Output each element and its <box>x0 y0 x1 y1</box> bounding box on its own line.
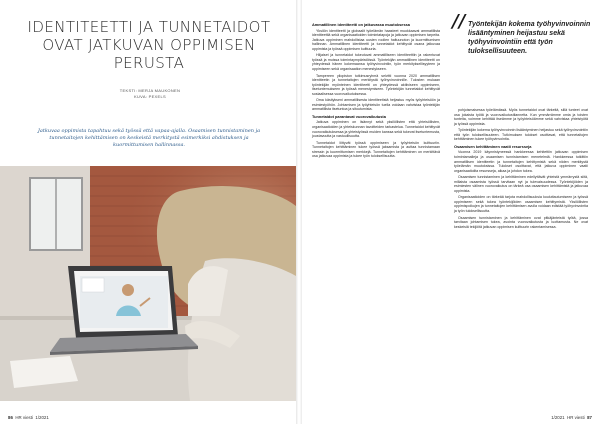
body-paragraph: Tampereen yliopiston tutkimusryhmä selvitti vuonna 2020 ammatillisen identiteetin ja tunnetaitojen merkitystä työhyvinvoinnille. Tulosten mukaan työntekijän myönteinen identiteetti on yhteydessä aktiiviseen oppimiseen, itsetuntemukseen ja työssä menestymiseen. Työntekijän tunnetaidot kehittyvät sosiaalisessa vuorovaikutuksessa. <box>312 73 440 96</box>
article-headline: IDENTITEETTI JA TUNNETAIDOT OVAT JATKUVAN OPPIMISEN PERUSTA <box>27 18 271 72</box>
issue-right: 1/2021 <box>551 415 565 420</box>
magazine-name-right: HR viesti <box>567 415 585 420</box>
byline-author: TEKSTI: MERJA MAUKONEN <box>119 88 181 93</box>
issue-left: 1/2021 <box>35 415 49 420</box>
body-paragraph: Vuonna 2019 käynnistyneessä hankkeessa kehitettiin jatkuvan oppimisen toimintamalleja ja osaamisen tunnistamisen menetelmiä. Hankkeessa tutkittiin ammatillisen identiteetin ja tunnetaitojen kehittymistä sekä niiden merkitystä työelämän muutoksissa. Tulokset osoittavat, että jatkuva oppiminen vaatii organisaatioilta resursseja, aikaa ja johdon tukea. <box>454 150 588 173</box>
folio-left <box>8 415 49 420</box>
quote-mark-icon: // <box>452 11 466 32</box>
body-paragraph: Osaamisen tunnistaminen ja kehittäminen edellyttävät yhteistä ymmärrystä siitä, millaista osaamista työssä tarvitaan nyt ja tulevaisuudessa. Työntekijöiden ja esimiesten välinen vuorovaikutus on tärkeä osa osaamisen kehittämistä ja jatkuvaa oppimista. <box>454 175 588 193</box>
body-paragraph: Oma käsitykseni ammatillisesta identiteetistä heijastuu myös työyhteisöön ja esimiestyöhön. Johtamisen ja työyhteisön tuella voidaan vahvistaa työntekijän ammatillista itsetuntoa ja sitoutumista. <box>312 98 440 112</box>
body-paragraph: Jatkuva oppiminen on lisännyt sekä yksilöllisten että yhteisöllisten, organisaatioiden ja yhteiskunnan tavoitteiden tarkastelua. Tunnetaidot kehittyvät vuorovaikutuksessa ja yhteistyössä muiden kanssa sekä tukevat itsetuntemusta, joustavuutta ja vastuullisuutta. <box>312 120 440 139</box>
section-heading: Tunnetaidot parantavat vuorovaikutusta <box>312 113 386 119</box>
text-column-1 <box>312 20 440 161</box>
pull-quote-text: Työntekijän kokema työhyvinvoinnin lisääntyminen heijastuu sekä työhyvinvointiin että työn tuloksellisuuteen. <box>468 21 591 55</box>
section-heading: Osaamisen kehittäminen vaatii resursseja <box>454 143 532 149</box>
text-column-2 <box>454 108 588 231</box>
body-paragraph: Tunnetaidot liittyvät työssä oppimiseen ja työyhteisön kulttuuriin. Tunnetaitojen kehittäminen tukee työssä jaksamista ja auttaa tunnistamaan stressin ja kuormittumisen merkkejä. Tunnetaitojen kehittäminen on merkittävä osa jatkuvaa oppimista ja tukee työn tuloksellisuutta. <box>312 140 440 159</box>
article-photo <box>0 166 296 401</box>
body-paragraph: pohjoismaisessa työelämässä. Myös tunnetaidot ovat tärkeitä, sillä tunteet ovat osa jokaista työtä ja vuorovaikutustilannetta. Kun ymmärrämme omia ja toisten tunteita, voimme kehittää itseämme ja työyhteisöämme sekä vahvistaa yhteistyötä ja työssä oppimista. <box>454 108 588 126</box>
left-page <box>0 0 296 424</box>
byline <box>40 88 260 100</box>
folio-right <box>551 415 592 420</box>
section-heading: Ammatillinen identiteetti on jatkuvassa muutoksessa <box>312 22 410 27</box>
byline-photo-credit: KUVA: PEXELS <box>134 94 166 99</box>
pull-quote <box>454 20 592 56</box>
page-number-right: 87 <box>587 415 592 420</box>
body-paragraph: Hiljaiset ja tunnetaidot tukeutuvat ammatilliseen identiteettiin ja rakentuvat työssä ja muissa toimintaympäristöissä. Työntekijän ammatillinen identiteetti on yhteydessä hänen kokemaansa työhyvinvointiin, työn merkityksellisyyteen ja oppimiseen sekä organisaation menestykseen. <box>312 53 440 71</box>
page-number-left: 86 <box>8 415 13 420</box>
body-paragraph: Työntekijän kokema työhyvinvoinnin lisääntyminen heijastuu sekä työhyvinvointiin että työn tuloksellisuuteen. Tutkimuksen tulokset osoittavat, että tunnetaitojen kehittäminen tukee työhyvinvointia. <box>454 128 588 142</box>
right-page <box>302 0 600 424</box>
body-paragraph: Osaamisen tunnistaminen ja kehittäminen ovat pitkäjänteistä työtä, jossa tarvitaan johtamisen tukea, avointa vuorovaikutusta ja luottamusta. Ne ovat keskeisiä tekijöitä jatkuvan oppimisen kulttuurin rakentamisessa. <box>454 215 588 229</box>
body-paragraph: Organisaatioiden on tärkeää tarjota mahdollisuuksia kouluttautumiseen ja työssä oppimiseen sekä tukea työntekijöiden osaamisen kehittymistä. Yksilöllisten oppimispolkujen ja tunnetaitojen kehittämisen avulla voidaan edistää työhyvinvointia ja työn tuloksellisuutta. <box>454 195 588 213</box>
body-paragraph: Yksilön identiteetti ja globaalit työelämän haasteet muokkaavat ammatillista identiteettiä sekä organisaatioiden toimintatapoja ja jatkuvan oppimisen tarpeita. Jatkuva oppiminen mahdollistaa uusien roolien haltuunoton ja kuormittumisen hallinnan. Ammatillinen identiteetti ja tunnetaidot kehittyvät osana jatkuvaa oppimista ja työssä oppimisen kulttuuria. <box>312 28 440 51</box>
magazine-name-left: HR viesti <box>15 415 33 420</box>
lead-paragraph: Jatkuvaa oppimista tapahtuu sekä työssä että vapaa-ajalla. Osaamisen tunnistaminen ja tunnetaitojen kehittämisen on keskeistä merkitystä esimerkiksi ahdistuksen ja kuormittumisen hallinnassa. <box>37 128 261 149</box>
photo-laptop-video-call <box>0 166 296 401</box>
